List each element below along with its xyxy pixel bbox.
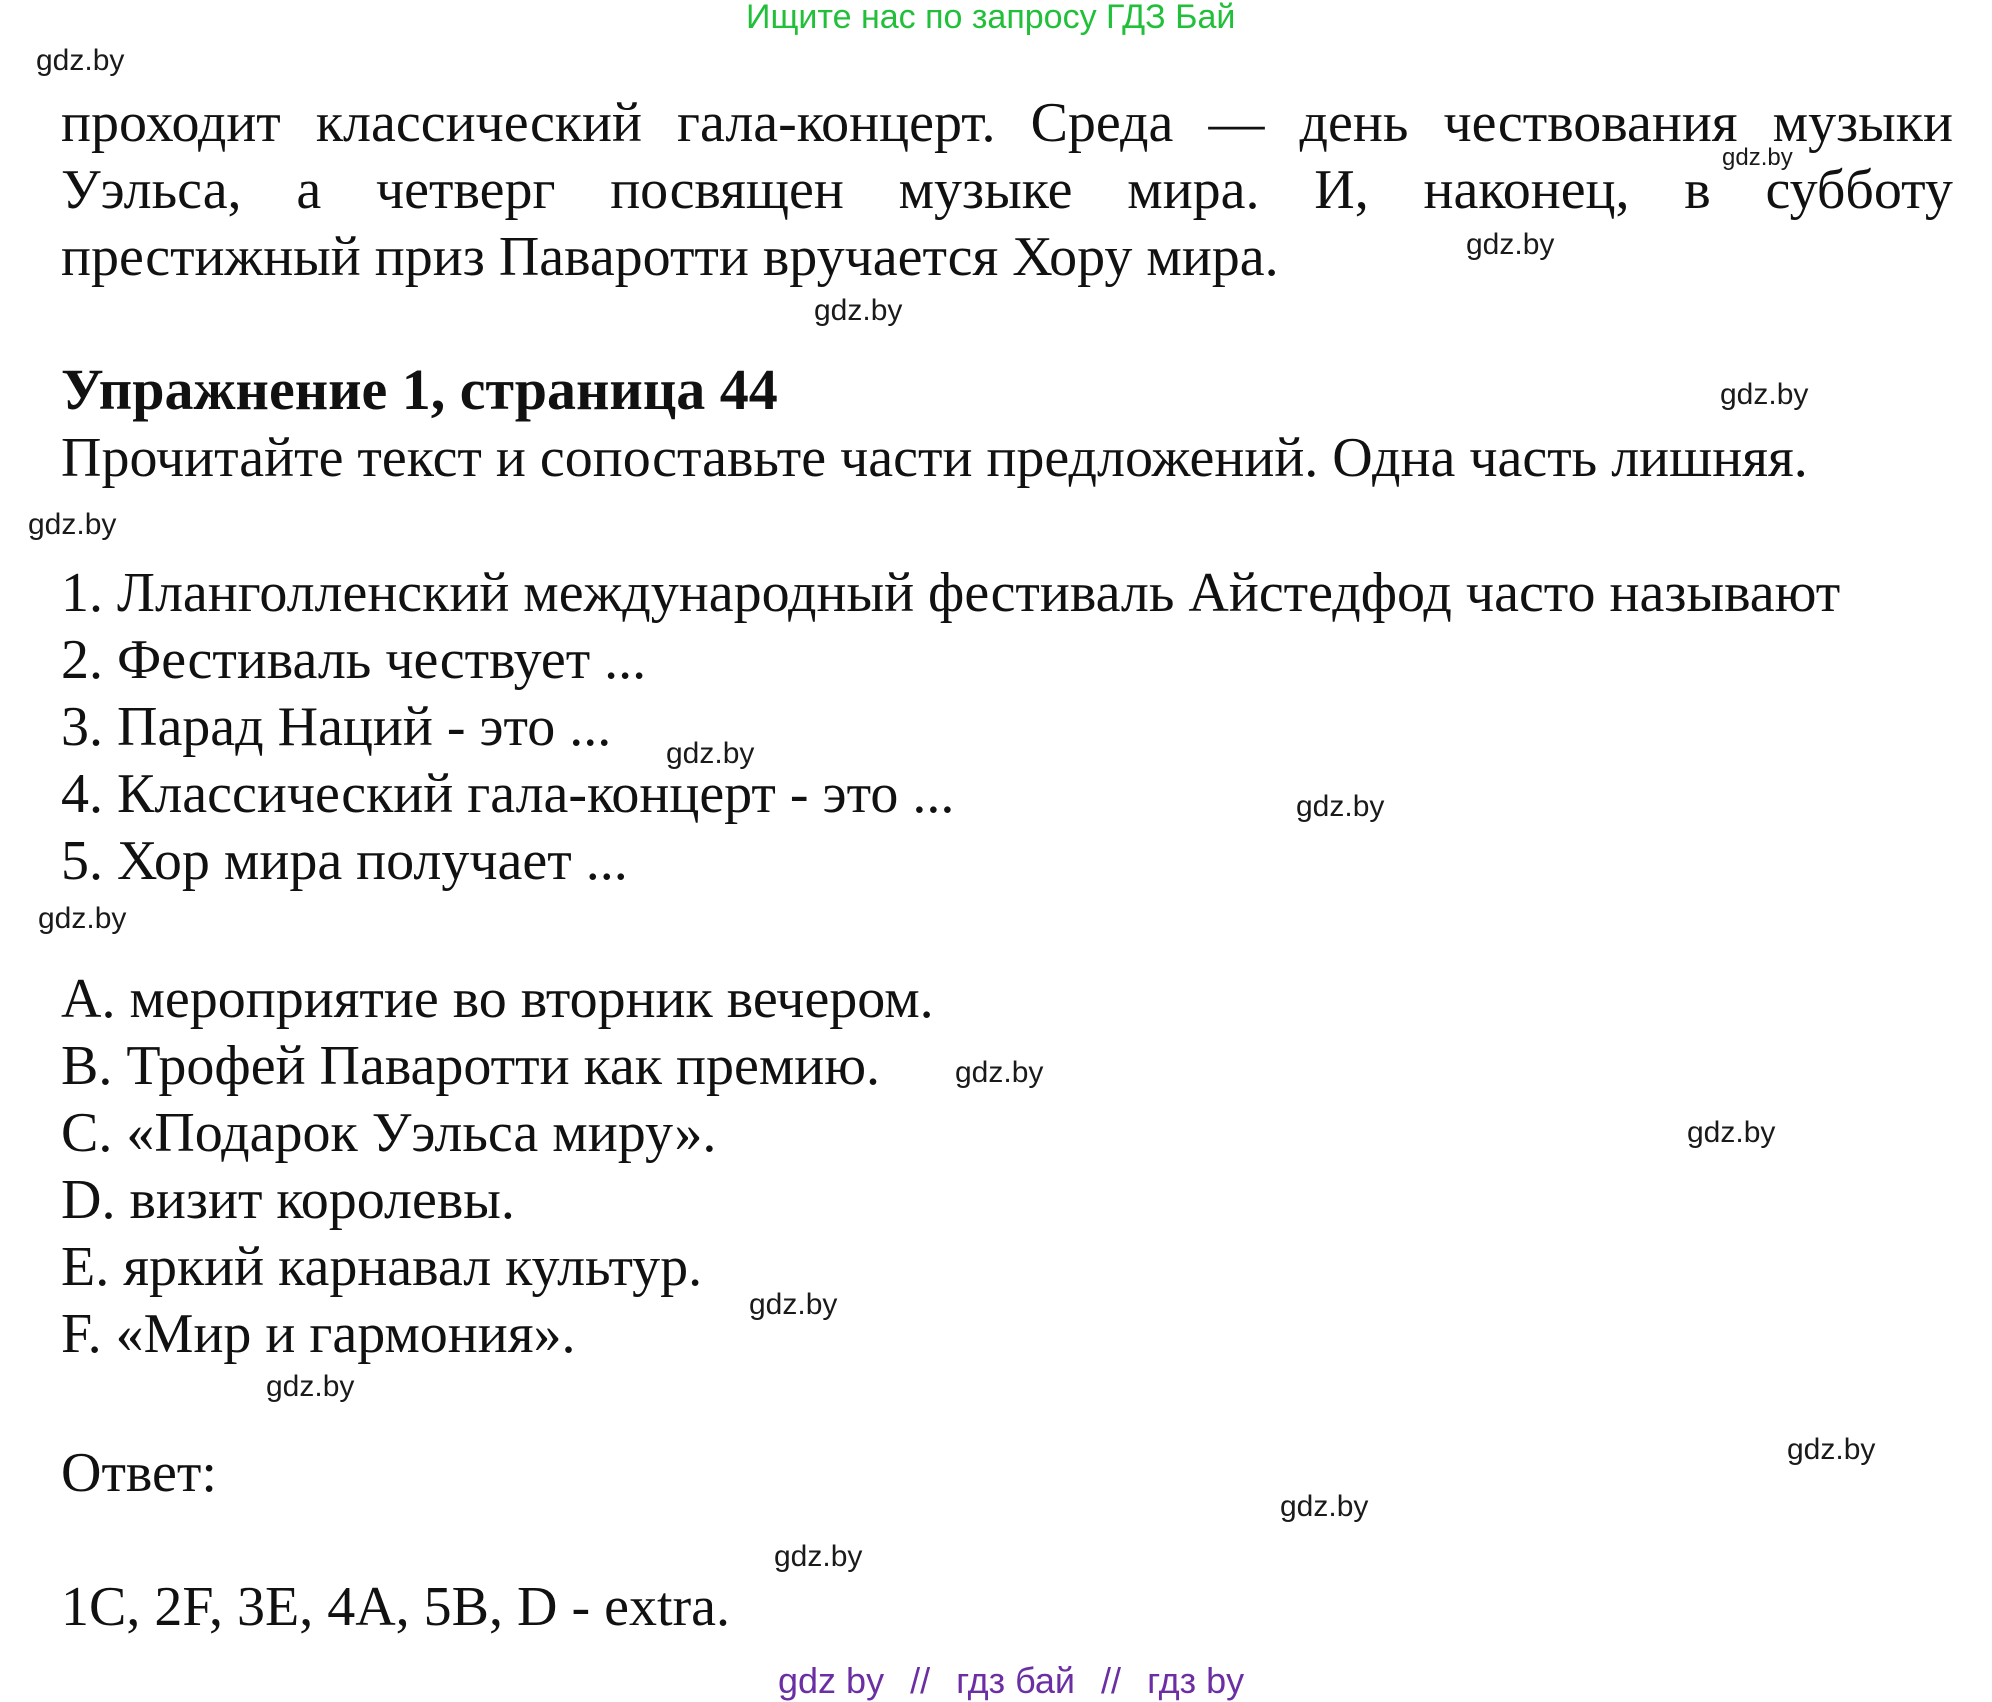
intro-word: чествования: [1443, 92, 1738, 154]
footer-separator: //: [1101, 1660, 1122, 1701]
footer-link-gdz-by[interactable]: gdz by: [778, 1660, 885, 1701]
watermark: gdz.by: [28, 508, 117, 541]
intro-word: наконец,: [1423, 159, 1630, 221]
footer-link-gdz-by-2[interactable]: гдз by: [1147, 1660, 1245, 1701]
watermark: gdz.by: [38, 902, 127, 935]
watermark: gdz.by: [1280, 1490, 1369, 1523]
list-item: 4. Классический гала-концерт - это ...: [61, 763, 955, 825]
list-item: 3. Парад Наций - это ...: [61, 696, 612, 758]
intro-word: проходит: [61, 92, 281, 154]
intro-line-3: престижный приз Паваротти вручается Хору мира.: [61, 226, 1279, 288]
watermark: gdz.by: [36, 44, 125, 77]
intro-word: Среда: [1030, 92, 1174, 154]
watermark: gdz.by: [814, 294, 903, 327]
watermark: gdz.by: [266, 1370, 355, 1403]
answer-label: Ответ:: [61, 1442, 217, 1504]
intro-word: субботу: [1765, 159, 1953, 221]
footer-link-gdz-bai[interactable]: гдз бай: [956, 1660, 1076, 1701]
watermark: gdz.by: [666, 737, 755, 770]
watermark: gdz.by: [955, 1056, 1044, 1089]
list-item: 5. Хор мира получает ...: [61, 830, 628, 892]
intro-word: гала-концерт.: [677, 92, 996, 154]
intro-word: классический: [315, 92, 642, 154]
answer-text: 1C, 2F, 3E, 4A, 5B, D - extra.: [61, 1576, 731, 1638]
intro-word: мира.: [1127, 159, 1260, 221]
watermark: gdz.by: [1687, 1116, 1776, 1149]
top-banner[interactable]: Ищите нас по запросу ГДЗ Бай: [746, 0, 1236, 36]
exercise-title: Упражнение 1, страница 44: [61, 357, 778, 422]
intro-word: —: [1208, 92, 1265, 154]
exercise-instruction: Прочитайте текст и сопоставьте части предложений. Одна часть лишняя.: [61, 427, 1808, 489]
watermark: gdz.by: [774, 1540, 863, 1573]
option-item: A. мероприятие во вторник вечером.: [61, 968, 934, 1030]
option-item: E. яркий карнавал культур.: [61, 1236, 703, 1298]
watermark: gdz.by: [749, 1288, 838, 1321]
intro-word: четверг: [375, 159, 556, 221]
intro-line-1: [61, 90, 1953, 156]
option-item: C. «Подарок Уэльса миру».: [61, 1102, 717, 1164]
intro-word: музыке: [898, 159, 1073, 221]
intro-line-2: [61, 157, 1953, 223]
watermark: gdz.by: [1787, 1433, 1876, 1466]
footer-separator: //: [910, 1660, 931, 1701]
list-item: 1. Лланголленский международный фестиваль Айстедфод часто называют: [61, 562, 1841, 624]
list-item: 2. Фестиваль чествует ...: [61, 629, 647, 691]
intro-word: Уэльса,: [61, 159, 242, 221]
intro-word: в: [1684, 159, 1711, 221]
option-item: B. Трофей Паваротти как премию.: [61, 1035, 881, 1097]
watermark: gdz.by: [1720, 378, 1809, 411]
intro-word: И,: [1314, 159, 1369, 221]
watermark: gdz.by: [1466, 228, 1555, 261]
intro-word: посвящен: [610, 159, 844, 221]
option-item: F. «Мир и гармония».: [61, 1303, 576, 1365]
watermark: gdz.by: [1296, 790, 1385, 823]
option-item: D. визит королевы.: [61, 1169, 515, 1231]
intro-word: день: [1299, 92, 1409, 154]
intro-word: музыки: [1772, 92, 1953, 154]
intro-word: а: [296, 159, 322, 221]
watermark: gdz.by: [1722, 144, 1793, 171]
